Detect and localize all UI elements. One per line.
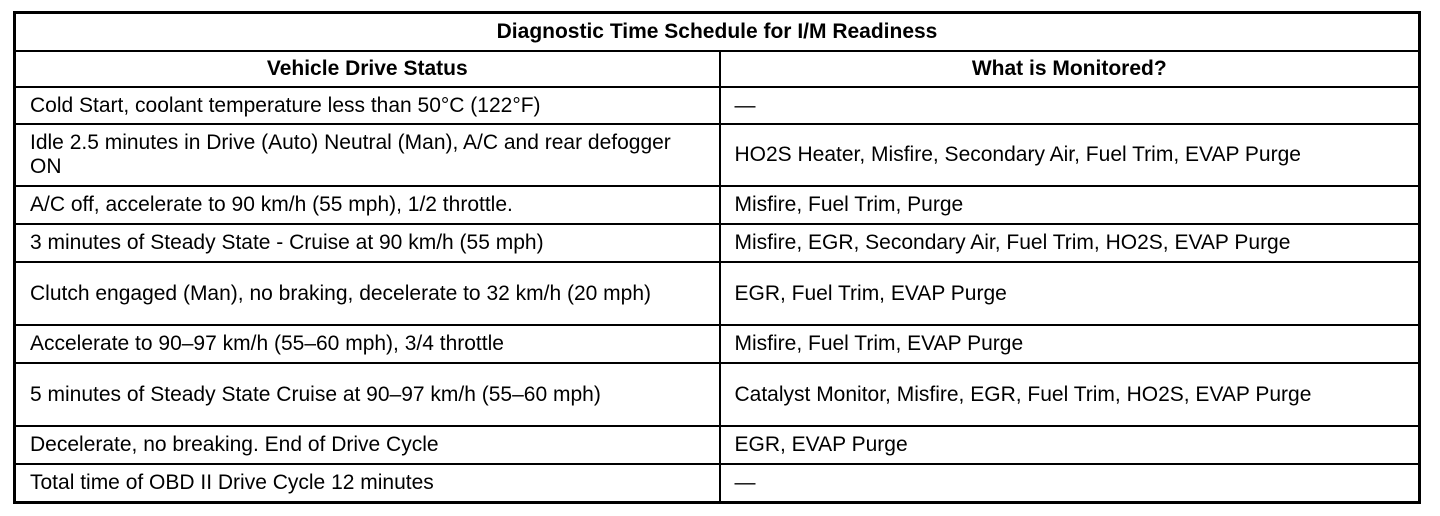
header-vehicle-drive-status: Vehicle Drive Status [15,51,720,87]
drive-status-cell: Decelerate, no breaking. End of Drive Cycle [15,426,720,464]
monitored-cell: — [720,464,1420,503]
drive-status-cell: 3 minutes of Steady State - Cruise at 90 km/h (55 mph) [15,224,720,262]
drive-status-cell: Idle 2.5 minutes in Drive (Auto) Neutral (Man), A/C and rear defogger ON [15,124,720,186]
monitored-cell: Catalyst Monitor, Misfire, EGR, Fuel Trim, HO2S, EVAP Purge [720,363,1420,426]
table-row [15,363,1420,426]
monitored-cell: Misfire, Fuel Trim, Purge [720,186,1420,224]
drive-status-cell: Total time of OBD II Drive Cycle 12 minutes [15,464,720,503]
monitored-cell: EGR, EVAP Purge [720,426,1420,464]
drive-status-cell: Cold Start, coolant temperature less than 50°C (122°F) [15,87,720,124]
table-row [15,124,1420,186]
table-title-row [15,13,1420,52]
drive-status-cell: Accelerate to 90–97 km/h (55–60 mph), 3/4 throttle [15,325,720,363]
table-title: Diagnostic Time Schedule for I/M Readiness [15,13,1420,52]
drive-status-cell: Clutch engaged (Man), no braking, decelerate to 32 km/h (20 mph) [15,262,720,325]
drive-status-cell: A/C off, accelerate to 90 km/h (55 mph), 1/2 throttle. [15,186,720,224]
monitored-cell: HO2S Heater, Misfire, Secondary Air, Fuel Trim, EVAP Purge [720,124,1420,186]
table-header-row [15,51,1420,87]
table-row [15,464,1420,503]
table-row [15,87,1420,124]
monitored-cell: — [720,87,1420,124]
header-what-is-monitored: What is Monitored? [720,51,1420,87]
monitored-cell: Misfire, Fuel Trim, EVAP Purge [720,325,1420,363]
table-row [15,262,1420,325]
monitored-cell: EGR, Fuel Trim, EVAP Purge [720,262,1420,325]
diagnostic-schedule-table [13,11,1421,504]
table-row [15,325,1420,363]
drive-status-cell: 5 minutes of Steady State Cruise at 90–97 km/h (55–60 mph) [15,363,720,426]
table-row [15,186,1420,224]
table-row [15,426,1420,464]
table-row [15,224,1420,262]
monitored-cell: Misfire, EGR, Secondary Air, Fuel Trim, HO2S, EVAP Purge [720,224,1420,262]
